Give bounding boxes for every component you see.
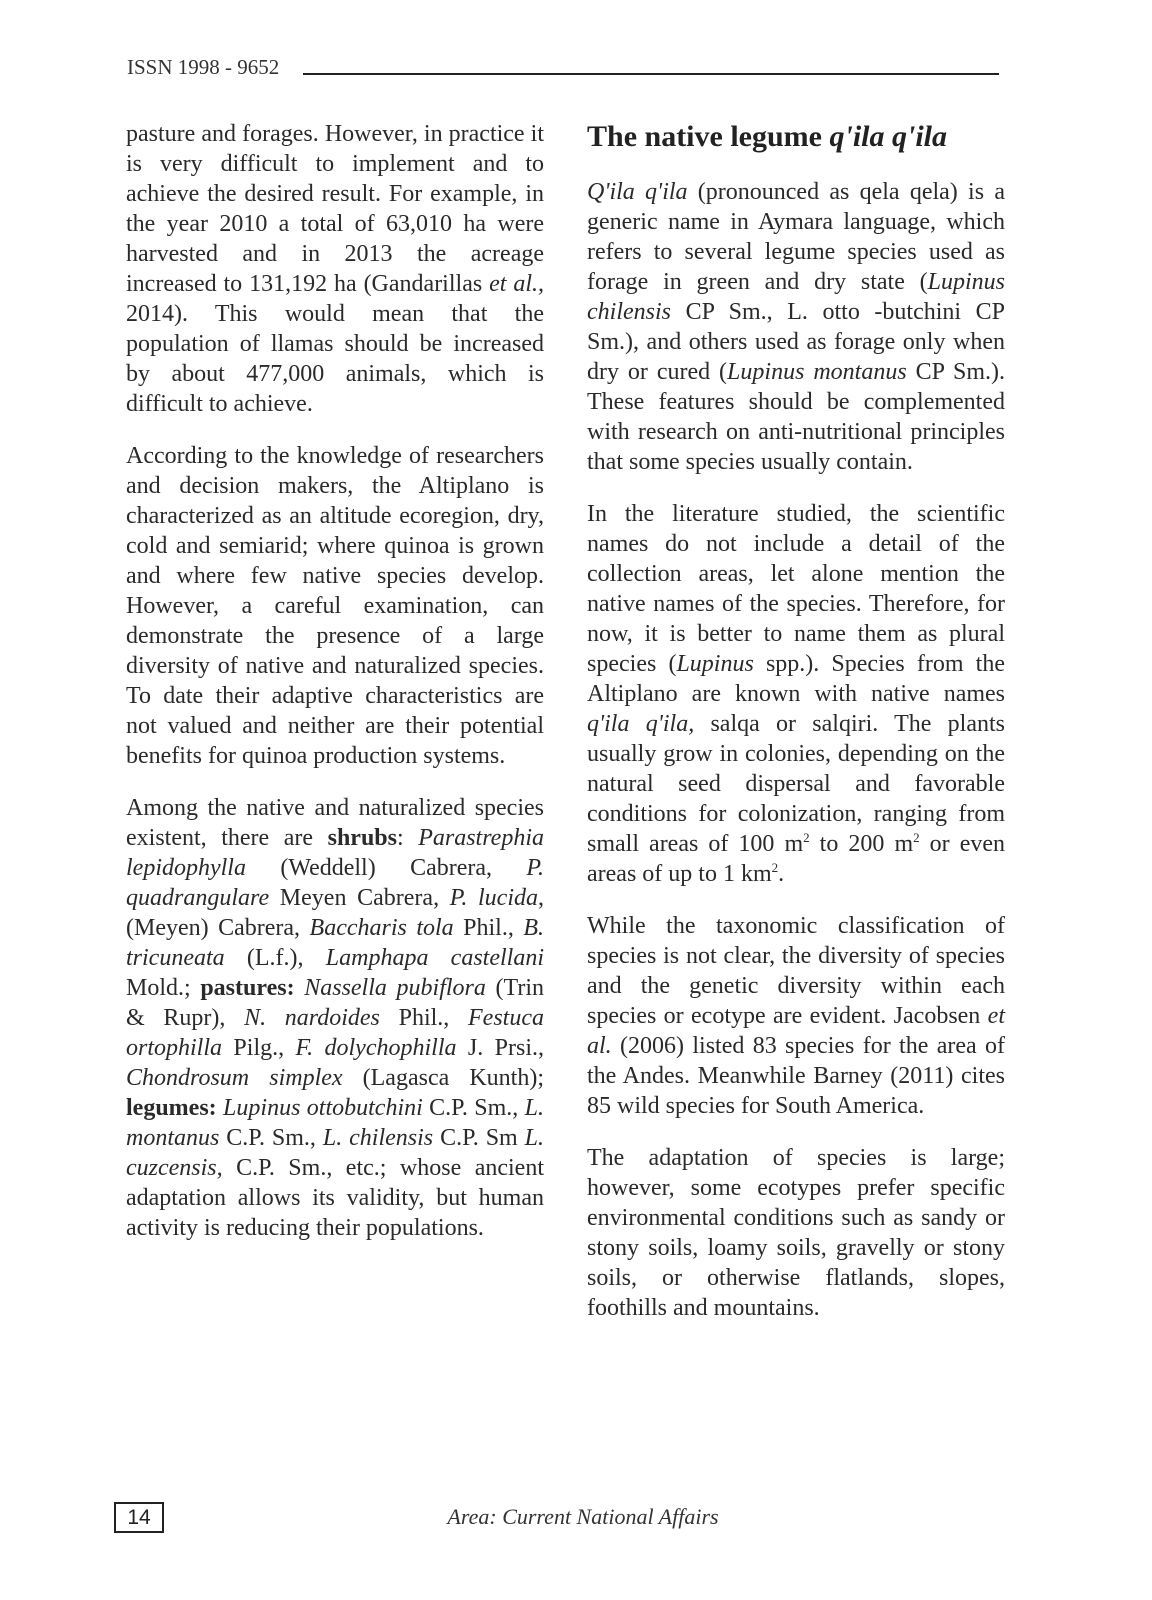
text-run: or even areas of up to 1 km [587,831,1006,887]
text-run: (Weddell) Cabrera, [245,855,527,881]
text-run: CP Sm., L. otto -butchini CP Sm.), and others used as forage only when dry or cured ( [587,299,1005,385]
text-run: C.P. Sm., [422,1095,525,1121]
right-paragraph-4: The adaptation of species is large; however, some ecotypes prefer specific environmental conditions such as sandy or stony soils, loamy soils, gravelly or stony soils, or otherwise flatlands, slopes, foothills and mountains. [587,1145,1005,1321]
text-run: spp.). Species from the Altiplano are known with native names [587,651,1006,707]
left-column [126,119,544,1265]
section-title-text: The native legume [587,120,830,153]
bold-term-shrubs: shrubs [327,825,397,851]
species-name: L. chilensis [322,1125,434,1151]
issn-label: ISSN 1998 - 9652 [127,55,280,79]
superscript: 2 [771,860,779,875]
species-name: Chondrosum simplex [126,1065,343,1091]
species-name: q'ila q'ila, [587,711,695,737]
text-run: Among the native and naturalized species existent, there are [126,795,544,851]
superscript: 2 [803,830,810,845]
text-run: Phil., [379,1005,469,1031]
text-run: J. Prsi., [456,1035,545,1061]
page-number: 14 [114,1502,164,1533]
bold-term-pastures: pastures: [200,975,295,1001]
text-run: (Trin & Rupr), [126,975,545,1031]
species-name: Nassella pubiflora [304,975,486,1001]
text-run: salqa or salqiri. The plants usually grow in colonies, depending on the natural seed dispersal and favorable conditions for colonization, ranging from small areas of 100 m [587,711,1006,857]
text-run: (pronounced as qela qela) is a generic name in Aymara language, which refers to several legume species used as forage in green and dry state ( [587,179,1005,295]
species-name: N. nardoides [244,1005,380,1031]
citation-et-al: et al., [489,271,544,297]
citation-et-al: et al. [587,1003,1005,1059]
left-paragraph-1 [126,119,544,419]
species-name: Q'ila q'ila [587,179,688,205]
species-name: Parastrephia lepidophylla [126,825,544,881]
footer-section-label: Area: Current National Affairs [447,1504,719,1529]
text-run: While the taxonomic classification of species is not clear, the diversity of species and the genetic diversity within each species or ecotype are evident. Jacobsen [587,913,1005,1029]
right-column [587,119,1005,1345]
text-run: Phil., [453,915,524,941]
text-run: 2014). This would mean that the population of llamas should be increased by about 477,000 animals, which is difficult to achieve. [126,301,544,417]
text-run: C.P. Sm., [219,1125,323,1151]
section-title-italic: q'ila q'ila [829,120,947,153]
text-run: Mold.; [126,975,201,1001]
species-name: L. montanus [126,1095,544,1151]
text-run: (Lagasca Kunth); [342,1065,544,1091]
species-name: L. cuzcensis, [126,1125,545,1181]
section-title [587,119,1005,155]
left-paragraph-2: According to the knowledge of researchers and decision makers, the Altiplano is characterized as an altitude ecoregion, dry, cold and semiarid; where quinoa is grown and where few native species develop. However, a careful examination, can demonstrate the presence of a large diversity of native and naturalized species. To date their adaptive characteristics are not valued and neither are their potential benefits for quinoa production systems. [126,443,544,769]
running-header [127,54,999,80]
species-name: Lamphapa castellani [325,945,544,971]
bold-term-legumes: legumes: [126,1095,217,1121]
right-paragraph-2 [587,499,1005,889]
text-run: CP Sm.). These features should be complemented with research on anti-nutritional principles that some species usually contain. [587,359,1005,475]
superscript: 2 [913,830,920,845]
text-run: (2006) listed 83 species for the area of the Andes. Meanwhile Barney (2011) cites 85 wild species for South America. [587,1033,1005,1119]
species-name: Lupinus chilensis [587,269,1005,325]
text-run [295,975,305,1001]
text-run: Pilg., [222,1035,296,1061]
text-run: to 200 m [809,831,914,857]
text-run: C.P. Sm., etc.; whose ancient adaptation allows its validity, but human activity is reducing their populations. [126,1155,544,1241]
species-name: Festuca ortophilla [126,1005,544,1061]
species-name: P. lucida [449,885,539,911]
right-paragraph-3 [587,911,1005,1121]
text-run: In the literature studied, the scientific names do not include a detail of the collection areas, let alone mention the native names of the species. Therefore, for now, it is better to name them as plural species ( [587,501,1005,677]
species-name: P. quadrangulare [126,855,544,911]
text-run: Meyen Cabrera, [269,885,450,911]
species-name: Lupinus montanus [727,359,907,385]
species-name: Lupinus ottobutchini [223,1095,423,1121]
text-run: , (Meyen) Cabrera, [126,885,545,941]
text-run: : [396,825,419,851]
species-name: Baccharis tola [309,915,454,941]
header-rule [303,73,999,75]
text-run: . [778,861,785,887]
text-run: pasture and forages. However, in practice it is very difficult to implement and to achieve the desired result. For example, in the year 2010 a total of 63,010 ha were harvested and in 2013 the acreage increased to 131,192 ha (Gandarillas [126,121,544,297]
right-paragraph-1 [587,177,1005,477]
text-run: (L.f.), [224,945,326,971]
species-name: B. tricuneata [126,915,545,971]
species-name: Lupinus [676,651,754,677]
left-paragraph-3 [126,793,544,1243]
text-run: C.P. Sm [433,1125,525,1151]
species-name: F. dolychophilla [295,1035,457,1061]
